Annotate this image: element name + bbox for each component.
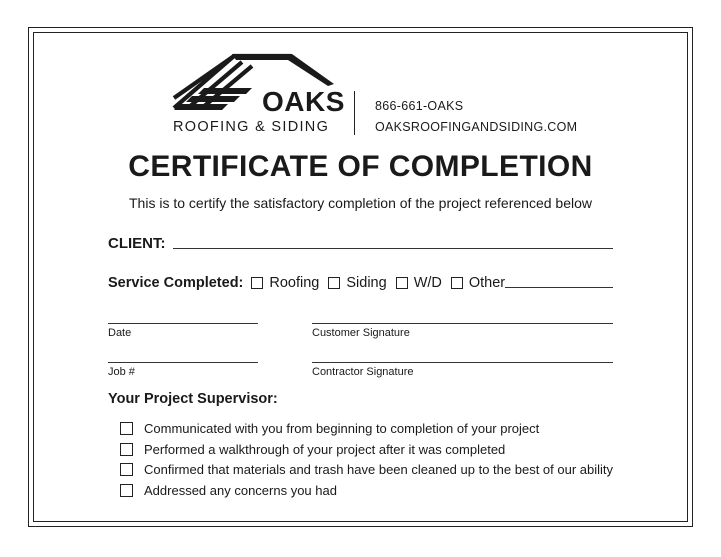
roofing-checkbox[interactable]	[251, 277, 263, 289]
other-service-field[interactable]	[505, 287, 613, 288]
client-label: CLIENT:	[108, 235, 166, 252]
checklist-item-text: Confirmed that materials and trash have been cleaned up to the best of our ability	[144, 462, 614, 478]
roofing-option-label: Roofing	[269, 275, 320, 291]
contractor-signature-label: Contractor Signature	[312, 366, 414, 378]
date-field[interactable]	[108, 323, 258, 324]
wd-option-label: W/D	[413, 275, 442, 291]
checklist-item	[120, 459, 613, 480]
siding-option-label: Siding	[346, 275, 387, 291]
other-option-label: Other	[468, 275, 506, 291]
other-checkbox[interactable]	[451, 277, 463, 289]
contact-phone: 866-661-OAKS	[375, 99, 464, 113]
logo-tagline: ROOFING & SIDING	[173, 119, 330, 135]
checklist-item	[120, 418, 613, 439]
checklist-checkbox[interactable]	[120, 484, 133, 497]
service-completed-row	[108, 273, 514, 293]
checklist-item-text: Addressed any concerns you had	[144, 482, 337, 498]
contractor-signature-field[interactable]	[312, 362, 613, 363]
checklist-item-text: Performed a walkthrough of your project after it was completed	[144, 441, 506, 457]
logo-brand-text: OAKS	[262, 86, 345, 117]
header-divider	[354, 91, 355, 135]
client-field[interactable]	[173, 248, 613, 249]
customer-signature-label: Customer Signature	[312, 327, 410, 339]
wd-checkbox[interactable]	[396, 277, 408, 289]
date-label: Date	[108, 327, 132, 339]
service-completed-label: Service Completed:	[108, 275, 244, 291]
contact-website: OAKSROOFINGANDSIDING.COM	[375, 120, 578, 134]
checklist-checkbox[interactable]	[120, 422, 133, 435]
supervisor-checklist	[120, 418, 613, 501]
checklist-item	[120, 439, 613, 460]
checklist-item	[120, 480, 613, 501]
page-subtitle: This is to certify the satisfactory completion of the project referenced below	[129, 195, 592, 211]
checklist-checkbox[interactable]	[120, 443, 133, 456]
page-title: CERTIFICATE OF COMPLETION	[128, 150, 593, 183]
customer-signature-field[interactable]	[312, 323, 613, 324]
supervisor-heading: Your Project Supervisor:	[108, 391, 278, 407]
job-number-label: Job #	[108, 366, 135, 378]
job-number-field[interactable]	[108, 362, 258, 363]
siding-checkbox[interactable]	[328, 277, 340, 289]
checklist-item-text: Communicated with you from beginning to completion of your project	[144, 420, 540, 436]
checklist-checkbox[interactable]	[120, 463, 133, 476]
